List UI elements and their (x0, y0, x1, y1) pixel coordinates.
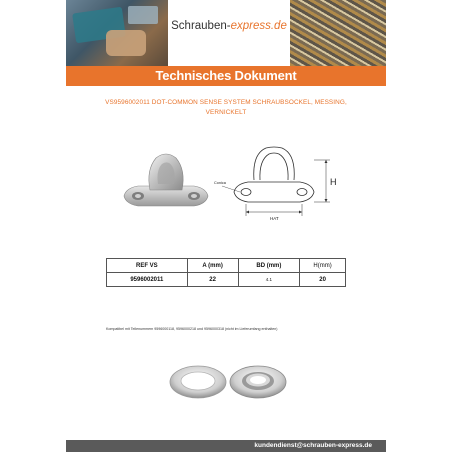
document-title: Technisches Dokument (155, 68, 297, 83)
product-photo (116, 140, 216, 220)
technical-drawing (214, 140, 344, 222)
table-header-row (107, 259, 346, 273)
table-header-cell: BD (mm) (238, 259, 300, 273)
brand-logo: Schrauben-express.de (171, 20, 287, 32)
table-header-cell: H(mm) (300, 259, 346, 273)
footer-bar (66, 440, 386, 452)
table-row (107, 273, 346, 287)
document-title-bar (66, 66, 386, 86)
logo-area (168, 0, 290, 66)
table-cell: 9596002011 (107, 273, 188, 287)
table-header-cell: A (mm) (187, 259, 238, 273)
document-page (66, 0, 386, 452)
spec-table (106, 258, 346, 287)
contact-email[interactable]: kundendienst@schrauben-express.de (254, 442, 372, 449)
table-cell: 4.1 (238, 273, 300, 287)
side-label: Conica (214, 181, 226, 185)
table-cell: 20 (300, 273, 346, 287)
product-title: VS9596002011 DOT-COMMON SENSE SYSTEM SCHRAUBSOCKEL, MESSING, VERNICKELT (105, 99, 347, 116)
table-header-cell: REF VS (107, 259, 188, 273)
eyelet-rings-photo (166, 360, 290, 404)
tools-photo (66, 0, 168, 66)
dimension-h-label: H (330, 177, 337, 187)
compatibility-note: Kompatibel mit Teilenummern 9596000118, 9596000218 und 9596000318 (nicht im Lieferumfang enthalten) (106, 327, 278, 331)
table-cell: 22 (187, 273, 238, 287)
dimension-hat-label: HAT (270, 216, 279, 221)
screws-photo (290, 0, 386, 66)
header-banner (66, 0, 386, 66)
